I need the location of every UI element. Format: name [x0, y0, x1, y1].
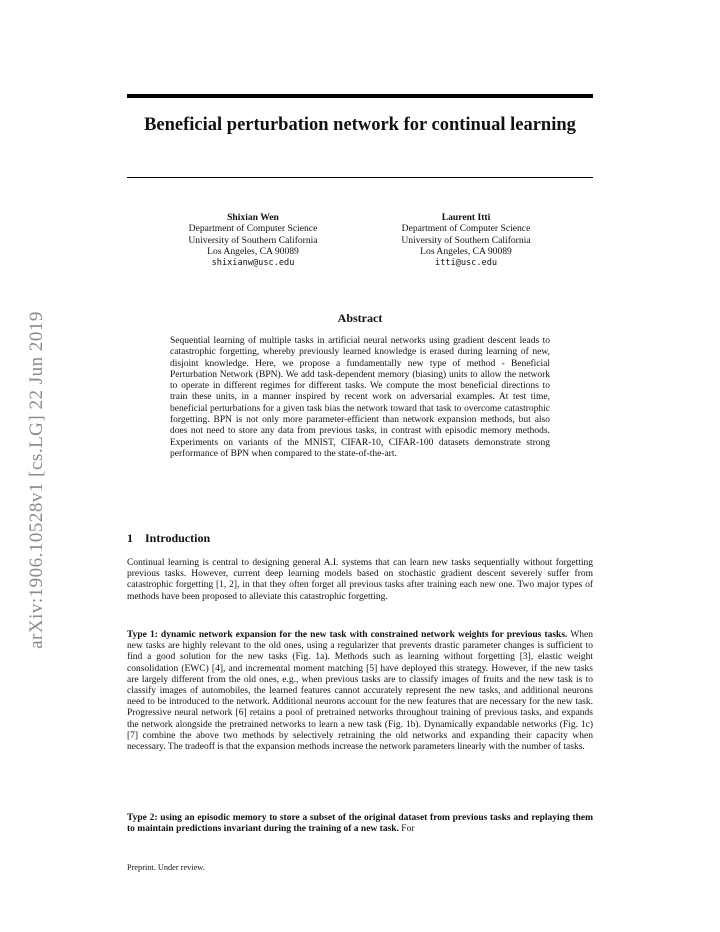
author-dept: Department of Computer Science — [401, 223, 531, 235]
author-email[interactable]: itti@usc.edu — [434, 257, 498, 268]
section-heading — [127, 531, 210, 546]
author-univ: University of Southern California — [188, 234, 318, 246]
intro-paragraph-2 — [127, 630, 593, 753]
type1-heading: Type 1: dynamic network expansion for the new task with constrained network weights for previous tasks. — [127, 630, 568, 640]
author-name: Shixian Wen — [227, 212, 279, 223]
type1-body: When new tasks are highly relevant to the old ones, using a regularizer that prevents drastic parameter changes is sufficient to find a good solution for the new tasks (Fig. 1a). Methods such as learning without forgetting [3], elastic weight consolidation (EWC) [4], and incremental moment matching [5] have deployed this strategy. However, if the new tasks are largely different from the old ones, e.g., when previous tasks are to classify images of fruits and the new task is to classify images of automobiles, the learned features cannot accurately represent the new tasks, and additional neurons need to be introduced to the network. Additional neurons account for the new features that are necessary for the new task. Progressive neural network [6] retains a pool of pretrained networks throughout training of previous tasks, and expands the network alongside the pretrained networks to learn a new task (Fig. 1b). Dynamically expandable networks (Fig. 1c) [7] combine the above two methods by selectively retraining the old networks and expanding their capacity when necessary. The tradeoff is that the expansion methods increase the network parameters linearly with the number of tasks. — [127, 630, 594, 753]
author-block-2 — [366, 212, 566, 269]
paper-title: Beneficial perturbation network for continual learning — [144, 115, 576, 135]
title-bottom-rule — [127, 177, 593, 178]
author-city: Los Angeles, CA 90089 — [207, 246, 299, 258]
intro-paragraph-3 — [127, 813, 593, 835]
intro-paragraph-1: Continual learning is central to designing general A.I. systems that can learn new tasks sequentially without forgetting previous tasks. However, current deep learning models based on stochastic gradient descent severely suffer from catastrophic forgetting [1, 2], in that they often forget all previous tasks after training each new one. Two major types of methods have been proposed to alleviate this catastrophic forgetting. — [127, 558, 593, 602]
author-univ: University of Southern California — [401, 234, 531, 246]
section-number: 1 — [127, 531, 133, 545]
type2-heading: Type 2: using an episodic memory to store a subset of the original dataset from previous tasks and replaying them to maintain predictions invariant during the training of a new task. — [127, 813, 593, 835]
section-title: Introduction — [145, 531, 211, 545]
abstract-heading: Abstract — [337, 311, 383, 325]
title-top-rule — [127, 94, 593, 98]
author-block-1 — [153, 212, 353, 269]
author-name: Laurent Itti — [441, 212, 491, 223]
author-dept: Department of Computer Science — [188, 223, 318, 235]
arxiv-id: arXiv:1906.10528v1 [cs.LG] 22 Jun 2019 — [26, 311, 47, 649]
abstract-text: Sequential learning of multiple tasks in artificial neural networks using gradient descent leads to catastrophic forgetting, whereby previously learned knowledge is erased during learning of new, disjoint knowledge. Here, we propose a fundamentally new type of method - Beneficial Perturbation Network (BPN). We add task-dependent memory (biasing) units to allow the network to operate in different regimes for different tasks. We compute the most beneficial directions to train these units, in a manner inspired by recent work on adversarial examples. At test time, beneficial perturbations for a given task bias the network toward that task to overcome catastrophic forgetting. BPN is not only more parameter-efficient than network expansion methods, but also does not need to store any data from previous tasks, in contrast with episodic memory methods. Experiments on variants of the MNIST, CIFAR-10, CIFAR-100 datasets demonstrate strong performance of BPN when compared to the state-of-the-art. — [170, 336, 550, 459]
author-city: Los Angeles, CA 90089 — [420, 246, 512, 258]
author-email[interactable]: shixianw@usc.edu — [211, 257, 295, 268]
footer-note: Preprint. Under review. — [127, 863, 205, 872]
type2-body: For — [398, 824, 415, 835]
